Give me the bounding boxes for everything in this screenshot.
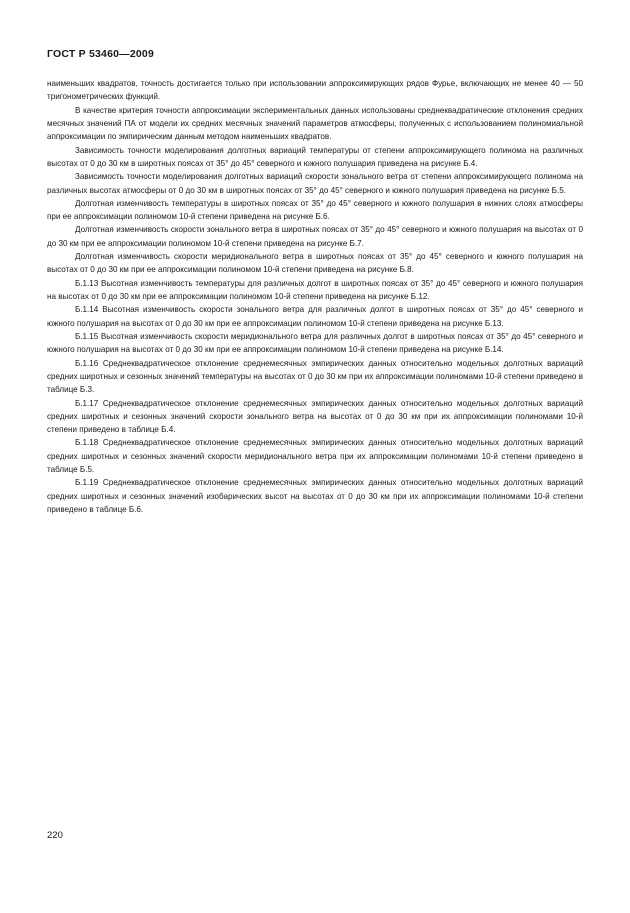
document-header: ГОСТ Р 53460—2009 bbox=[47, 48, 155, 60]
paragraph-b-1-18: Б.1.18 Среднеквадратическое отклонение среднемесячных эмпирических данных относительно модельных долготных вариаций средних широтных и сезонных значений скорости меридионального ветра при их аппроксимации полиномами 10-й степени приведено в таблице Б.5. bbox=[47, 438, 583, 475]
paragraph-zonal-wind-longitude: Долготная изменчивость скорости зонального ветра в широтных поясах от 35° до 45° северного и южного полушария на высотах от 0 до 30 км при ее аппроксимации полиномом 10-й степени приведена на рисунке Б.7. bbox=[47, 225, 583, 248]
paragraph-accuracy-criterion: В качестве критерия точности аппроксимации экспериментальных данных использованы среднеквадратические отклонения средних месячных значений ПА от модели их средних месячных значений параметров атмосферы, полученных с использованием полиномиальной аппроксимации по эмпирическим данным методом наименьших квадратов. bbox=[47, 105, 583, 142]
paragraph-b-1-14: Б.1.14 Высотная изменчивость скорости зонального ветра для различных долгот в широтных поясах от 35° до 45° северного и южного полушария на высотах от 0 до 30 км при ее аппроксимации полиномом 10-й степени приведена на рисунке Б.13. bbox=[47, 305, 583, 328]
paragraph-zonal-wind-accuracy: Зависимость точности моделирования долготных вариаций скорости зонального ветра от степени аппроксимирующего полинома на различных высотах атмосферы от 0 до 30 км в широтных поясах от 35° до 45° северного и южного полушария приведена на рисунке Б.5. bbox=[47, 172, 583, 195]
paragraph-continuation: наименьших квадратов, точность достигается только при использовании аппроксимирующих рядов Фурье, включающих не менее 40 — 50 тригонометрических функций. bbox=[47, 79, 583, 102]
page-number: 220 bbox=[47, 830, 63, 841]
paragraph-b-1-19: Б.1.19 Среднеквадратическое отклонение среднемесячных эмпирических данных относительно модельных долготных вариаций средних широтных и сезонных значений изобарических высот на высотах от 0 до 30 км при их аппроксимации полиномами 10-й степени приведено в таблице Б.6. bbox=[47, 478, 583, 514]
paragraph-meridional-wind-longitude: Долготная изменчивость скорости меридионального ветра в широтных поясах от 35° до 45° северного и южного полушария на высотах от 0 до 30 км при ее аппроксимации полиномом 10-й степени приведена на рисунке Б.8. bbox=[47, 252, 583, 275]
paragraph-b-1-13: Б.1.13 Высотная изменчивость температуры для различных долгот в широтных поясах от 35° до 45° северного и южного полушария на высотах от 0 до 30 км при ее аппроксимации полиномом 10-й степени приведена на рисунке Б.12. bbox=[47, 278, 583, 301]
paragraph-temperature-longitude: Долготная изменчивость температуры в широтных поясах от 35° до 45° северного и южного полушария в нижних слоях атмосферы при ее аппроксимации полиномом 10-й степени приведена на рисунке Б.6. bbox=[47, 198, 583, 222]
paragraph-temperature-accuracy: Зависимость точности моделирования долготных вариаций температуры от степени аппроксимирующего полинома на различных высотах от 0 до 30 км в широтных поясах от 35° до 45° северного и южного полушария приведена на рисунке Б.4. bbox=[47, 145, 583, 168]
paragraph-b-1-15: Б.1.15 Высотная изменчивость скорости меридионального ветра для различных долгот в широтных поясах от 35° до 45° северного и южного полушария на высотах от 0 до 30 км при ее аппроксимации полиномом 10-й степени приведена на рисунке Б.14. bbox=[47, 331, 583, 355]
paragraph-b-1-16: Б.1.16 Среднеквадратическое отклонение среднемесячных эмпирических данных относительно модельных долготных вариаций средних широтных и сезонных значений температуры на высотах от 0 до 30 км при их аппроксимации полиномами 10-й степени приведено в таблице Б.3. bbox=[47, 358, 583, 395]
paragraph-b-1-17: Б.1.17 Среднеквадратическое отклонение среднемесячных эмпирических данных относительно модельных долготных вариаций средних широтных и сезонных значений скорости зонального ветра на высотах от 0 до 30 км при их аппроксимации полиномами 10-й степени приведено в таблице Б.4. bbox=[47, 398, 583, 435]
body-text bbox=[47, 77, 583, 516]
